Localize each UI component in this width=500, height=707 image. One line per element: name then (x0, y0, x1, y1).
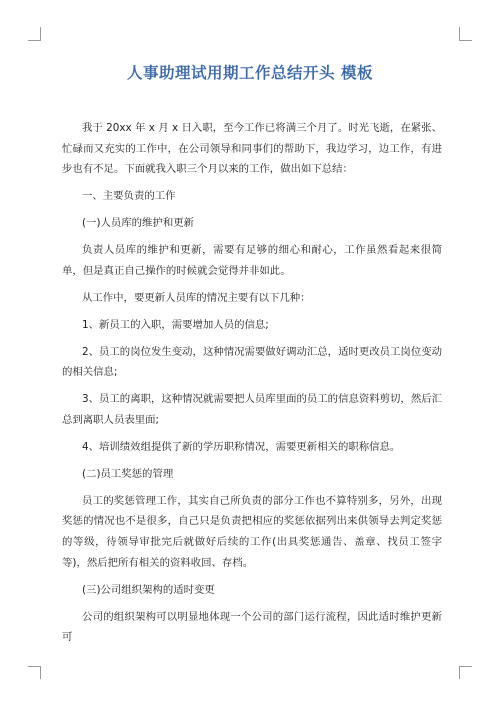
paragraph-update-cases: 从工作中，要更新人员库的情况主要有以下几种： (82, 291, 311, 304)
document-title: 人事助理试用期工作总结开头 模板 (127, 64, 373, 82)
section-heading-main-duties: 一、主要负责的工作 (82, 190, 176, 203)
crop-mark-top-left-h (28, 40, 41, 41)
crop-mark-bottom-right-h (459, 666, 472, 667)
crop-mark-bottom-right-v (459, 666, 460, 679)
paragraph-intro: 我于 20xx 年 x 月 x 日入职，至今工作已将满三个月了。时光飞逝，在紧张、忙碌而又充实的工作中，在公司领导和同事们的帮助下，我边学习，边工作，有进步也有不足。下面就我入职三个月以来的工作，做出如下总结： (62, 122, 442, 176)
crop-mark-bottom-left-v (40, 666, 41, 679)
list-item-training-info: 4、培训绩效组提供了新的学历职称情况，需要更新相关的职称信息。 (82, 440, 401, 453)
list-item-resignation: 3、员工的离职，这种情况就需要把人员库里面的员工的信息资料剪切，然后汇总到离职人员表里面; (62, 393, 442, 426)
subsection-heading-rewards-penalties: (二)员工奖惩的管理 (82, 467, 174, 480)
paragraph-org-structure: 公司的组织架构可以明显地体现一个公司的部门运行流程，因此适时维护更新可 (62, 610, 442, 644)
paragraph-rewards-penalties: 员工的奖惩管理工作，其实自己所负责的部分工作也不算特别多，另外，出现奖惩的情况也不是很多，自己只是负责把相应的奖惩依据列出来供领导去判定奖惩的等级，待领导审批完后就做好后续的工作(出具奖惩通告、盖章、找员工签字等)，然后把所有相关的资料收回、存档。 (62, 494, 442, 569)
subsection-heading-org-structure: (三)公司组织架构的适时变更 (82, 583, 215, 596)
paragraph-database-intro: 负责人员库的维护和更新，需要有足够的细心和耐心，工作虽然看起来很简单，但是真正自己操作的时候就会觉得并非如此。 (62, 244, 442, 277)
crop-mark-top-right-h (459, 40, 472, 41)
list-item-position-change: 2、员工的岗位发生变动，这种情况需要做好调动汇总，适时更改员工岗位变动的相关信息; (62, 345, 442, 379)
subsection-heading-personnel-database: (一)人员库的维护和更新 (82, 217, 195, 230)
list-item-new-hire: 1、新员工的入职，需要增加人员的信息; (82, 318, 269, 331)
crop-mark-top-right-v (459, 27, 460, 40)
crop-mark-top-left-v (40, 27, 41, 40)
document-body (62, 118, 442, 654)
